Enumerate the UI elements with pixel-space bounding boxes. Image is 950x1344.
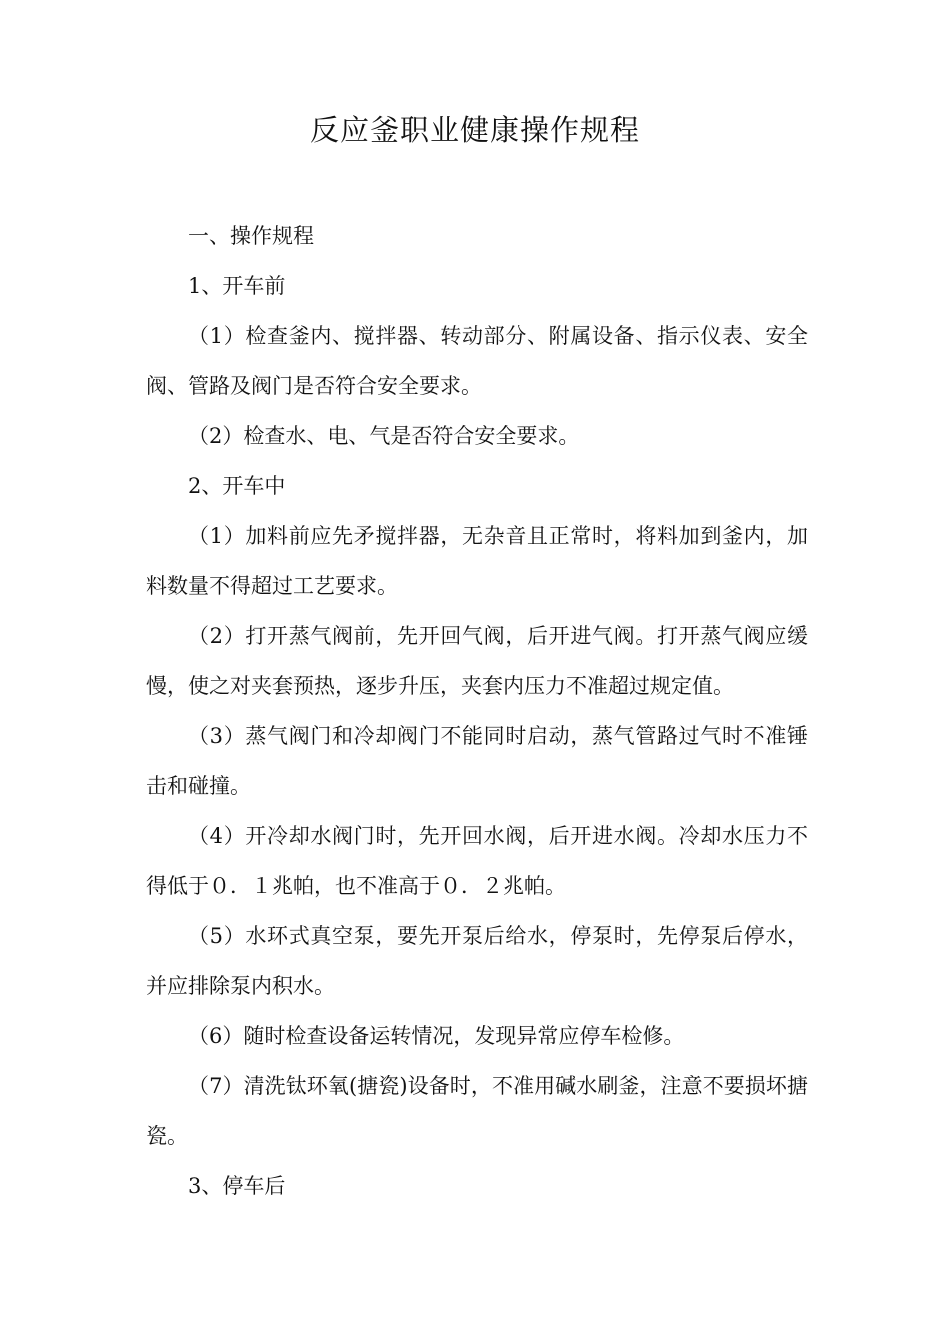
list-item: （2）打开蒸气阀前，先开回气阀，后开进气阀。打开蒸气阀应缓慢，使之对夹套预热，逐步升压，夹套内压力不准超过规定值。 [146,624,808,698]
list-item: （7）清洗钛环氧(搪瓷)设备时，不准用碱水刷釜，注意不要损坏搪瓷。 [146,1074,808,1148]
list-item: （5）水环式真空泵，要先开泵后给水，停泵时，先停泵后停水，并应排除泵内积水。 [146,924,808,998]
subsection-heading: 1、开车前 [188,274,286,298]
list-item: （2）检查水、电、气是否符合安全要求。 [188,424,580,448]
document-title: 反应釜职业健康操作规程 [309,113,640,147]
list-item: （4）开冷却水阀门时，先开回水阀，后开进水阀。冷却水压力不得低于０．１兆帕，也不准高于０．２兆帕。 [146,824,808,898]
list-item: （1）检查釜内、搅拌器、转动部分、附属设备、指示仪表、安全阀、管路及阀门是否符合安全要求。 [146,324,808,398]
document-body [146,211,808,1211]
list-item: （6）随时检查设备运转情况，发现异常应停车检修。 [188,1024,685,1048]
subsection-heading: 2、开车中 [188,474,286,498]
list-item: （1）加料前应先矛搅拌器，无杂音且正常时，将料加到釜内，加料数量不得超过工艺要求。 [146,524,808,598]
subsection-heading: 3、停车后 [188,1174,286,1198]
section-heading: 一、操作规程 [188,224,314,248]
list-item: （3）蒸气阀门和冷却阀门不能同时启动，蒸气管路过气时不准锤击和碰撞。 [146,724,808,798]
